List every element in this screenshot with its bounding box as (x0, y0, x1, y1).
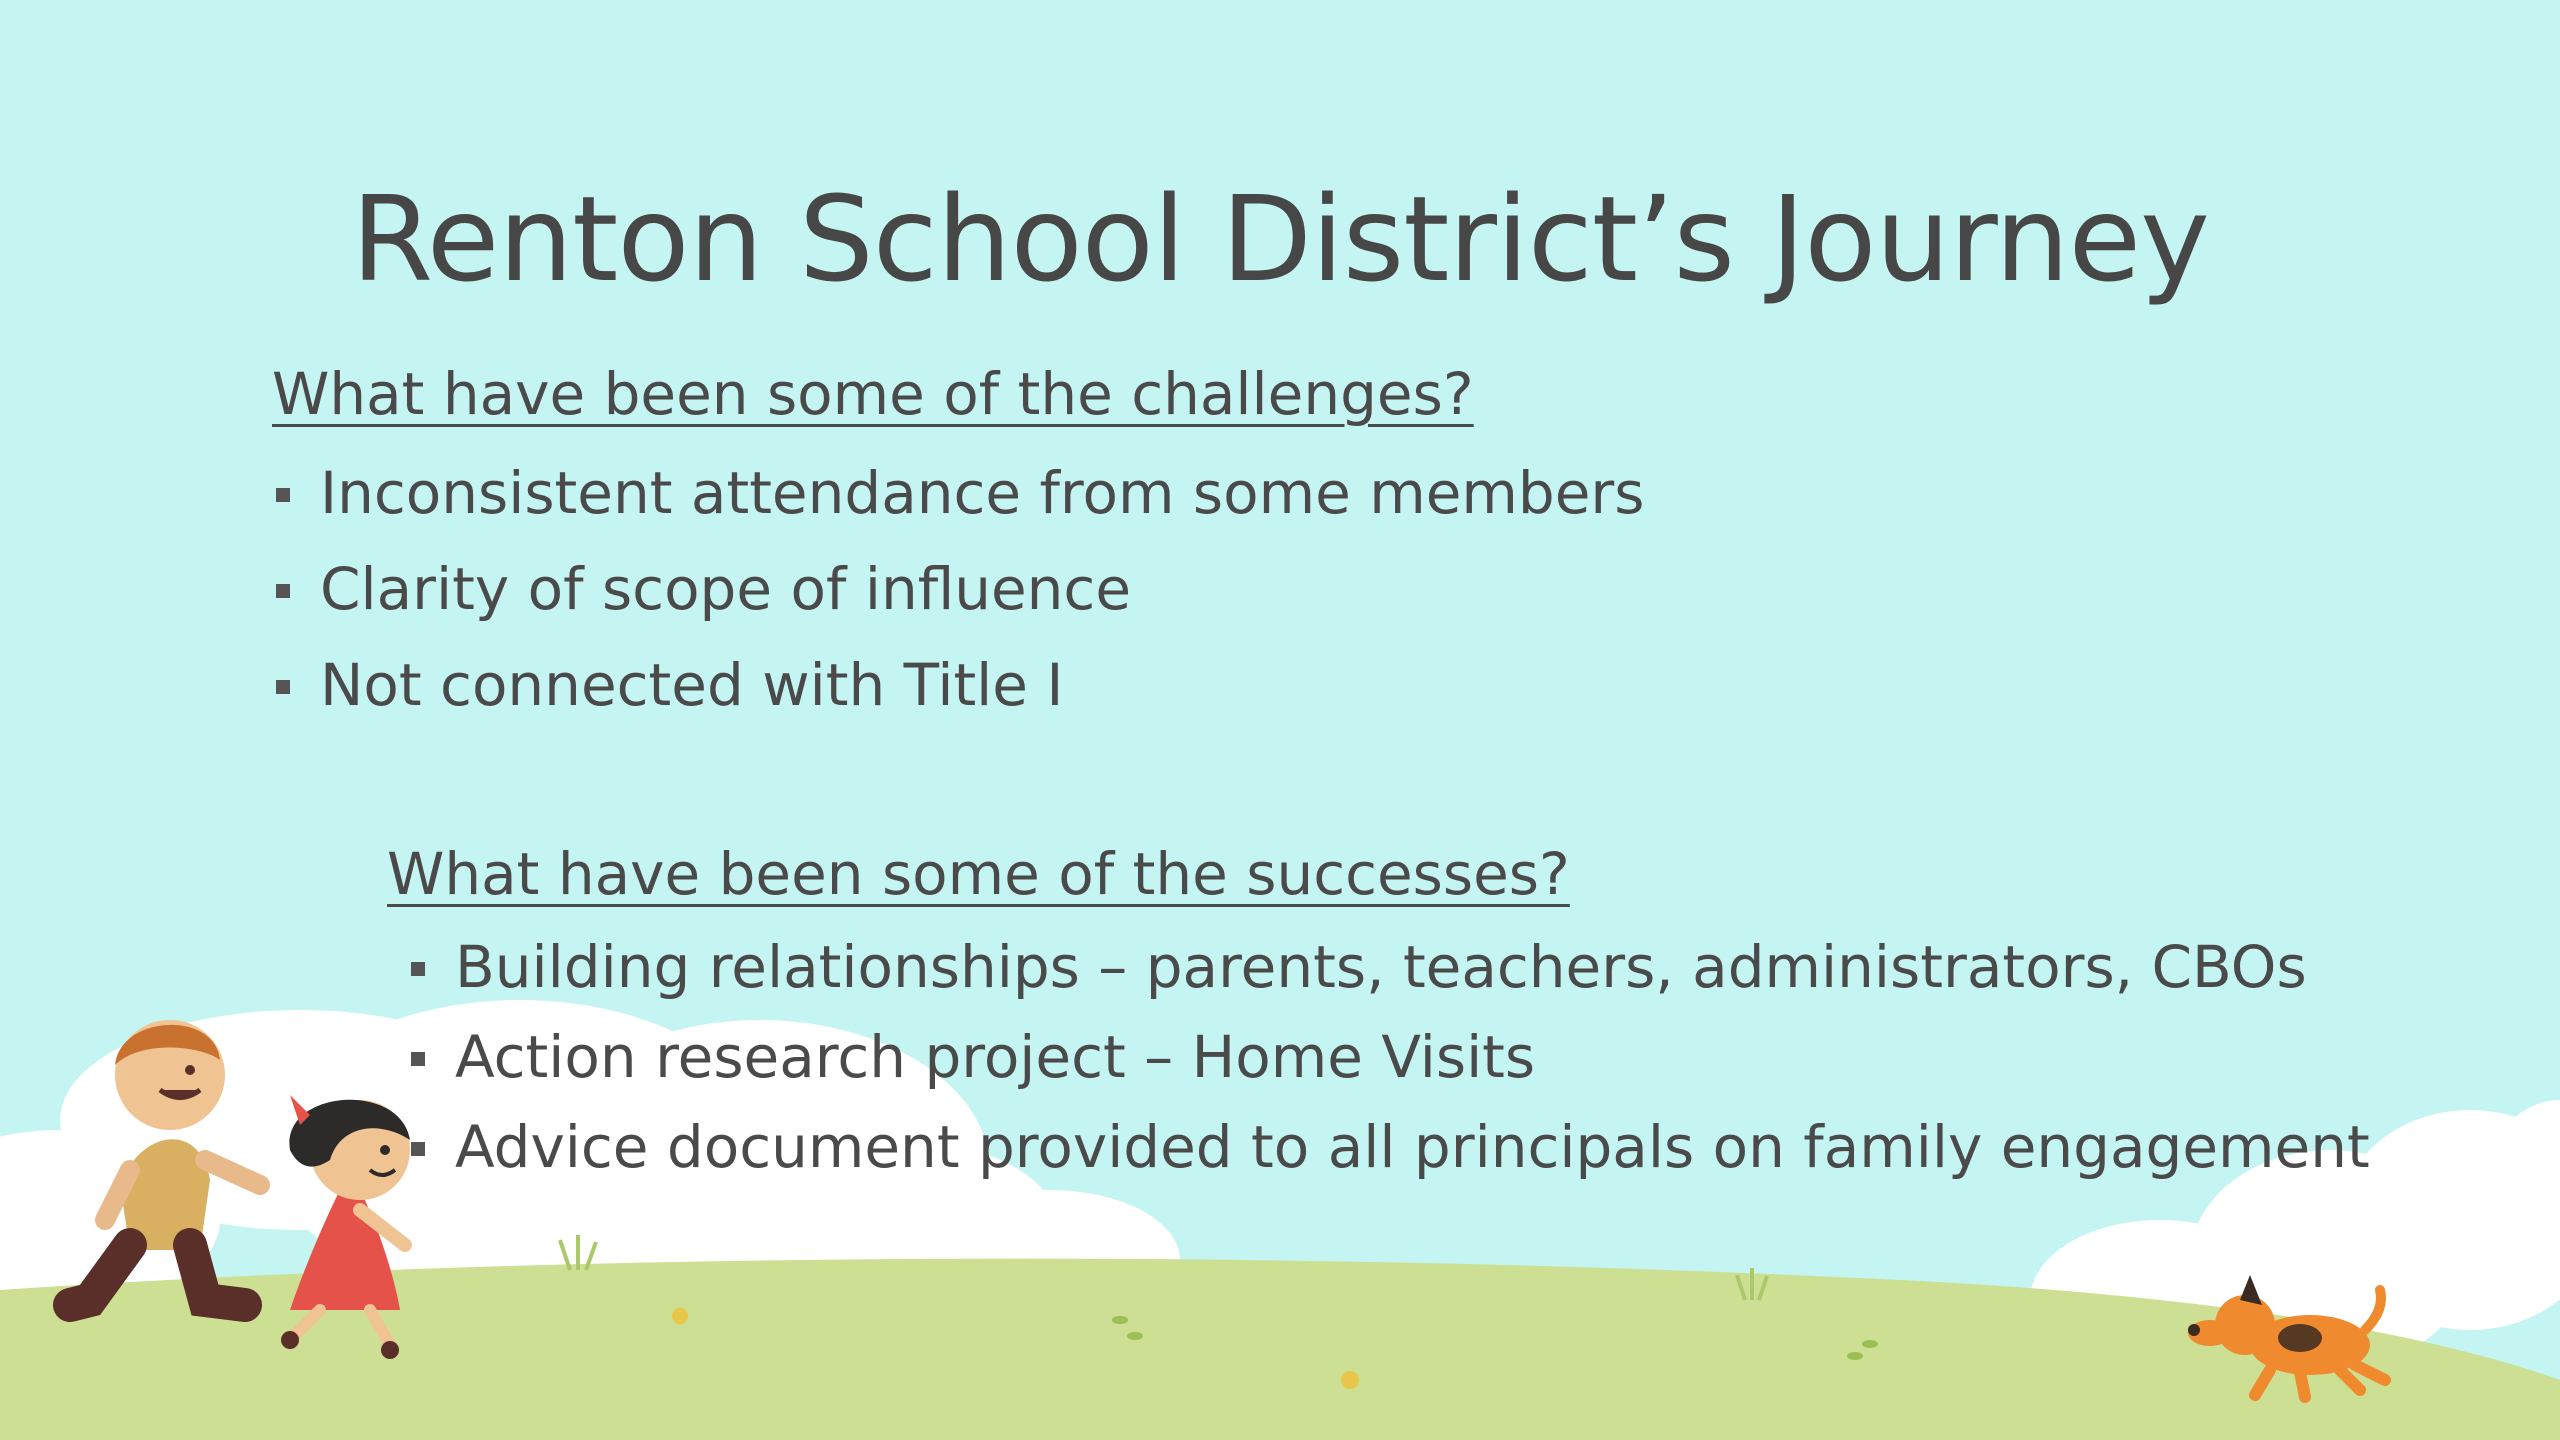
bullet-icon (411, 1052, 425, 1066)
list-item (455, 932, 2370, 1022)
list-item-text: Clarity of scope of influence (320, 555, 1132, 623)
bullet-icon (411, 1142, 425, 1156)
bullet-icon (276, 680, 290, 694)
list-item-text: Not connected with Title I (320, 651, 1064, 719)
list-item (320, 551, 1644, 647)
challenges-heading: What have been some of the challenges? (272, 360, 1474, 428)
list-item-text: Building relationships – parents, teachers, administrators, CBOs (455, 933, 2307, 1001)
list-item (320, 455, 1644, 551)
list-item (320, 647, 1644, 743)
list-item-text: Advice document provided to all principals on family engagement (455, 1113, 2370, 1181)
bullet-icon (276, 488, 290, 502)
successes-heading: What have been some of the successes? (387, 840, 1570, 908)
challenges-list (320, 455, 1644, 743)
successes-list (455, 932, 2370, 1202)
bullet-icon (276, 584, 290, 598)
list-item-text: Inconsistent attendance from some members (320, 459, 1645, 527)
bullet-icon (411, 962, 425, 976)
list-item (455, 1022, 2370, 1112)
list-item (455, 1112, 2370, 1202)
list-item-text: Action research project – Home Visits (455, 1023, 1536, 1091)
slide-title: Renton School District’s Journey (351, 170, 2209, 308)
